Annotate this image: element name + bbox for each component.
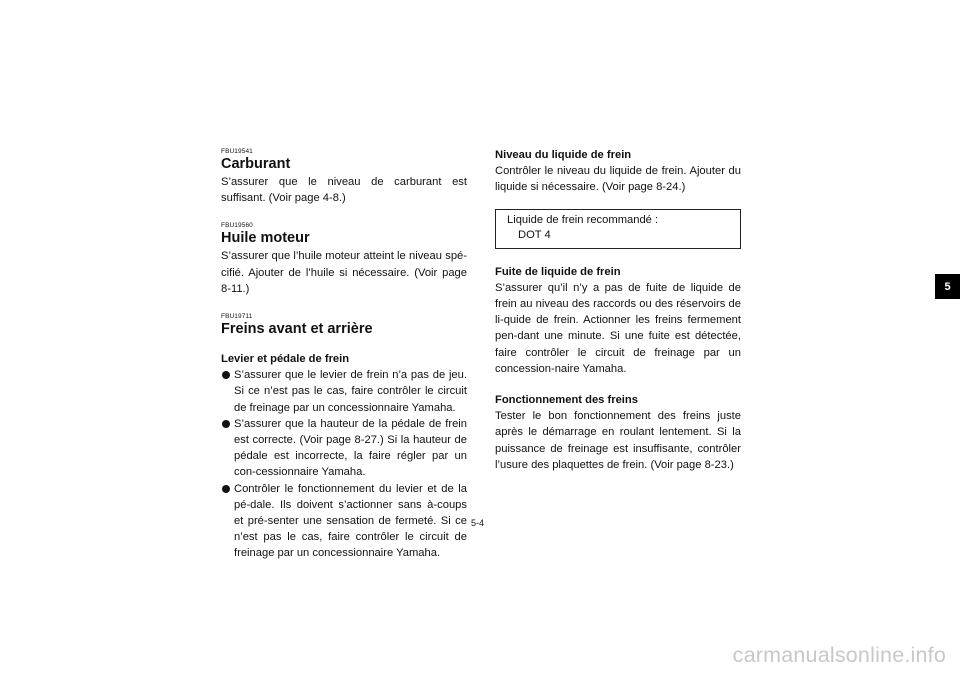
section-text-carburant: S’assurer que le niveau de carburant est suffisant. (Voir page 4-8.) (221, 176, 467, 205)
bullet-icon (222, 371, 230, 379)
recommended-fluid-box (495, 209, 741, 249)
left-column (221, 145, 467, 562)
section-code: FBU19560 (221, 222, 253, 230)
subsection-title-fonctionnement: Fonctionnement des freins (495, 394, 638, 407)
subsection-fuite (495, 264, 741, 377)
page-number: 5-4 (471, 518, 485, 528)
list-item (221, 416, 467, 481)
recommended-fluid-label: Liquide de frein recommandé : (507, 213, 659, 226)
subsection-title-levier: Levier et pédale de frein (221, 353, 350, 366)
subsection-fonctionnement (495, 392, 741, 473)
subsection-text-fonctionnement: Tester le bon fonctionnement des freins juste après le démarrage en roulant lentement. Si la puissance de freinage est insuffisante, contrôler l’usure des plaquettes de frein. (Voir page 8-23.) (495, 410, 741, 471)
list-item (221, 481, 467, 562)
list-item-text: Contrôler le fonctionnement du levier et de la pé-dale. Ils doivent s’actionner sans à-coups et pré-senter une sensation de fermeté. Si ce n’est pas le cas, faire contrôler le circuit de freinage par un concessionnaire Yamaha. (234, 482, 467, 560)
list-item (221, 367, 467, 416)
subsection-text-niveau: Contrôler le niveau du liquide de frein. Ajouter du liquide si nécessaire. (Voir page 8-24.) (495, 165, 741, 194)
subsection-title-niveau: Niveau du liquide de frein (495, 149, 632, 161)
watermark: carmanualsonline.info (732, 643, 946, 667)
subsection-text-fuite: S’assurer qu’il n’y a pas de fuite de liquide de frein au niveau des raccords ou des réservoirs de li-quide de frein. Actionner les freins fermement pen-dant une minute. Si une fuite est détectée, faire contrôler le circuit de freinage par un concession-naire Yamaha. (495, 281, 741, 375)
right-column (495, 147, 741, 473)
section-code: FBU19541 (221, 148, 253, 155)
bullet-icon (222, 420, 230, 428)
bullet-icon (222, 485, 230, 493)
list-item-text: S’assurer que la hauteur de la pédale de frein est correcte. (Voir page 8-27.) Si la hauteur de pédale est incorrecte, la faire régler par un con-cessionnaire Yamaha. (234, 417, 467, 479)
recommended-fluid-value: DOT 4 (518, 229, 551, 242)
chapter-tab: 5 (935, 274, 960, 299)
bullet-list (221, 367, 467, 561)
section-text-huile-moteur: S’assurer que l’huile moteur atteint le niveau spé-cifié. Ajouter de l’huile si nécessaire. (Voir page 8-11.) (221, 250, 467, 295)
list-item-text: S’assurer que le levier de frein n’a pas de jeu. Si ce n’est pas le cas, faire contrôler le circuit de freinage par un concessionnaire Yamaha. (234, 369, 467, 414)
section-title-freins: Freins avant et arrière (221, 321, 373, 338)
subsection-title-fuite: Fuite de liquide de frein (495, 265, 621, 278)
section-title-huile-moteur: Huile moteur (221, 230, 310, 247)
section-code: FBU19711 (221, 313, 253, 321)
section-title-carburant: Carburant (221, 156, 291, 172)
section-huile-moteur (221, 222, 467, 297)
section-freins (221, 313, 467, 562)
